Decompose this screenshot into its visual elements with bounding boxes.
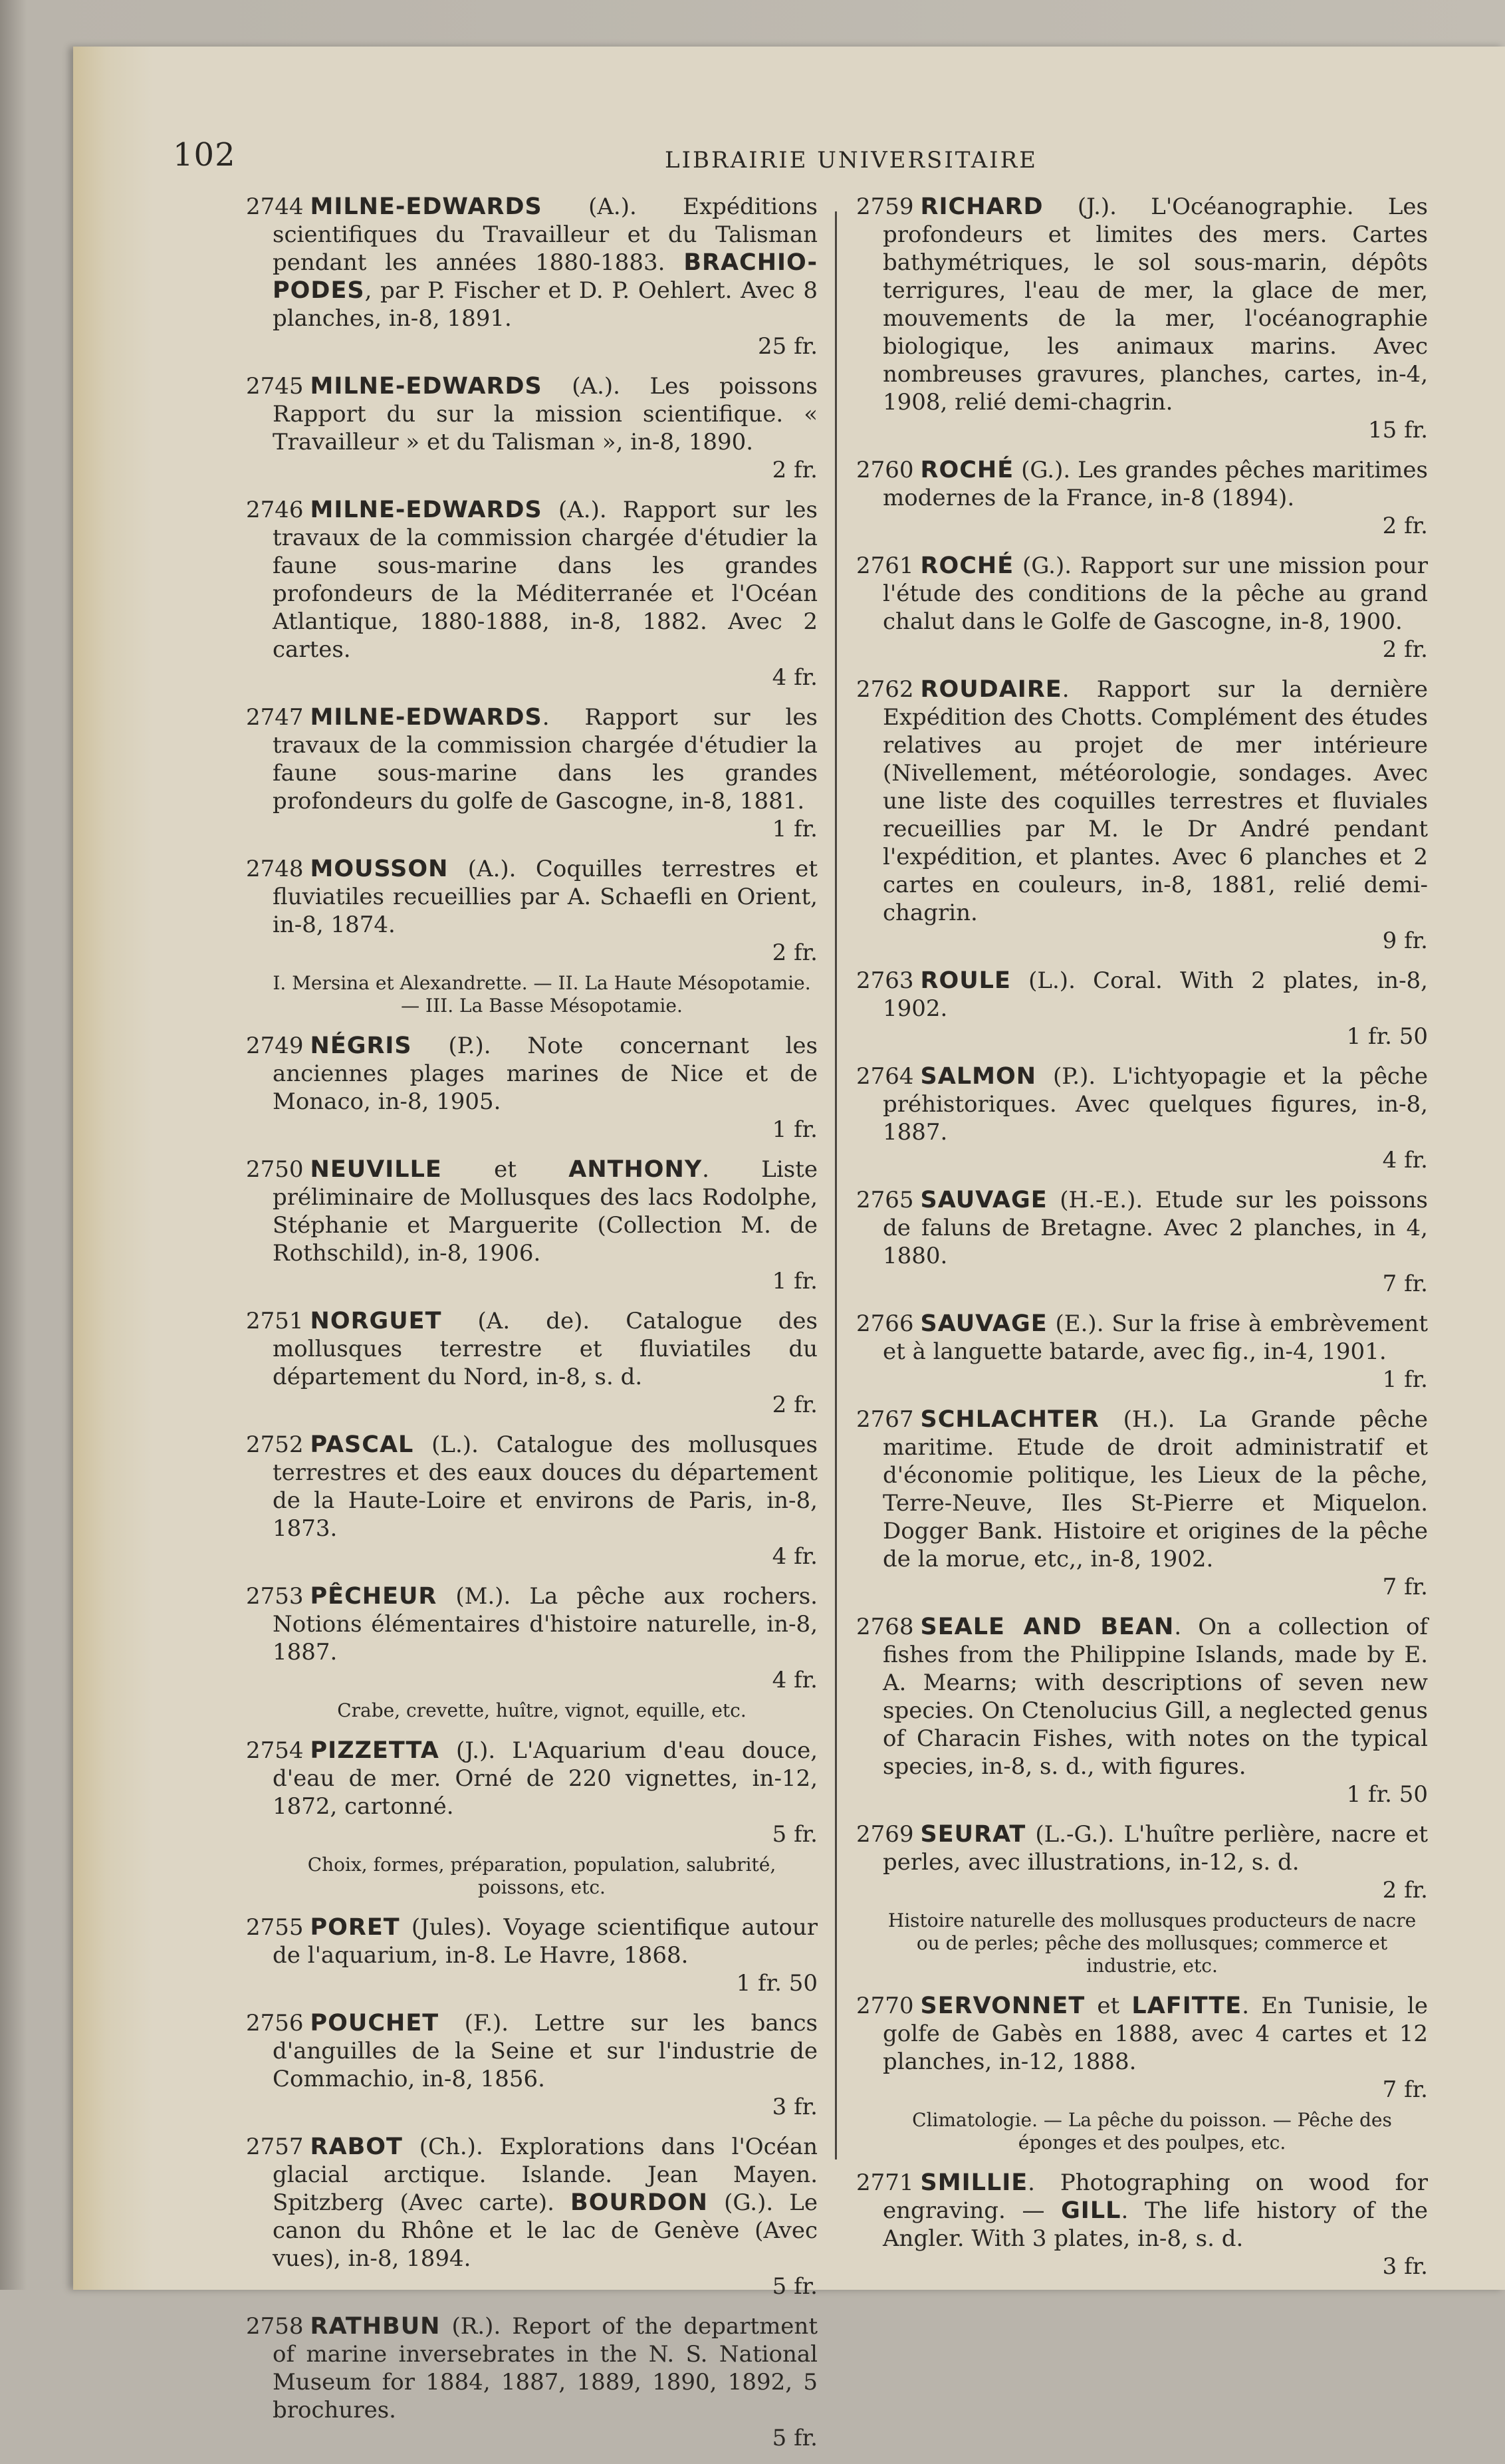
entry-note: Climatologie. — La pêche du poisson. — Pêche des éponges et des poulpes, etc. [912,2109,1392,2154]
entry-price: 4 fr. [772,1543,818,1570]
entry-description: (M.). La pêche aux rochers. Notions élémentaires d'histoire naturelle, in-8, 1887. [273,1583,818,1665]
entry-author: RATHBUN [310,2313,441,2340]
entry-second-author: BOURDON [570,2189,708,2216]
entry-number: 2763 [856,967,914,994]
entry-author: SMILLIE [920,2169,1028,2196]
entry-price: 7 fr. [1382,1574,1428,1600]
catalog-entry [856,2169,1428,2280]
entry-author: SCHLACHTER [920,1406,1100,1433]
entry-author: ROCHÉ [920,457,1014,483]
entry-author: SALMON [920,1063,1037,1090]
catalog-entry [246,1582,818,1694]
entry-second-author: LAFITTE [1131,1993,1242,2019]
entry-price: 1 fr. [772,816,818,842]
entry-description: (J.). L'Océanographie. Les profondeurs et limites des mers. Cartes bathymétriques, le sol sous-marin, dépôts terrigures, l'eau de mer, la glace de mer, mouvements de la mer, l'océanographie biologique, les animaux marins. Avec nombreuses gravures, planches, cartes, in-4, 1908, relié demi-chagrin. [883,193,1428,416]
entry-description: (G.). Les grandes pêches maritimes modernes de la France, in-8 (1894). [883,457,1428,511]
entry-description: (A.). Coquilles terrestres et fluviatiles recueillies par A. Schaefli en Orient, in-8, 1874. [273,856,818,938]
entry-price: 5 fr. [772,2273,818,2300]
catalog-entry [246,496,818,691]
entry-number: 2759 [856,193,914,220]
running-head [173,136,1423,176]
entry-number: 2752 [246,1431,304,1458]
entry-price: 5 fr. [772,2425,818,2451]
entry-author: PASCAL [310,1431,414,1458]
entry-number: 2756 [246,2010,304,2036]
left-column [246,193,818,2464]
entry-number: 2769 [856,1821,914,1848]
entry-number: 2765 [856,1187,914,1213]
catalog-entry [246,1737,818,1848]
entry-description: (J.). L'Aquarium d'eau douce, d'eau de mer. Orné de 220 vignettes, in-12, 1872, cartonné. [273,1737,818,1820]
entry-second-author: ANTHONY [568,1156,703,1183]
entry-number: 2760 [856,457,914,483]
entry-price: 1 fr. [772,1116,818,1143]
entry-price: 4 fr. [1382,1147,1428,1173]
entry-author: SAUVAGE [920,1187,1048,1213]
entry-number: 2757 [246,2134,304,2160]
catalog-entry [856,1186,1428,1298]
entry-author: RICHARD [920,193,1044,220]
entry-number: 2768 [856,1614,914,1640]
entry-number: 2761 [856,553,914,579]
entry-note: Crabe, crevette, huître, vignot, equille, etc. [337,1699,747,1721]
catalog-entry [856,193,1428,444]
entry-price: 4 fr. [772,664,818,691]
entry-number: 2745 [246,373,304,400]
entry-description: . On a collection of fishes from the Philippine Islands, made by E. A. Mearns; with descriptions of seven new species. On Ctenolucius Gill, a neglected genus of Characin Fishes, with notes on the typical species, in-8, s. d., with figures. [883,1614,1428,1780]
entry-description: (G.). Rapport sur une mission pour l'étude des conditions de la pêche au grand chalut dans le Golfe de Gascogne, in-8, 1900. [883,553,1428,635]
catalog-entry [856,456,1428,540]
entry-number: 2750 [246,1156,304,1183]
catalog-entry [856,1613,1428,1808]
entry-author: MILNE-EDWARDS [310,193,542,220]
entry-author: SERVONNET [920,1993,1086,2019]
entry-price: 2 fr. [772,939,818,966]
entry-description-cont: , par P. Fischer et D. P. Oehlert. Avec 8 planches, in-8, 1891. [273,277,818,332]
entry-price: 1 fr. 50 [1346,1023,1428,1050]
entry-price: 2 fr. [772,457,818,483]
catalog-entry [246,1307,818,1419]
entry-number: 2770 [856,1993,914,2019]
entry-price: 9 fr. [1382,927,1428,954]
entry-price: 15 fr. [1368,417,1428,443]
entry-number: 2749 [246,1033,304,1059]
entry-description-cont: (G.). Le canon du Rhône et le lac de Genève (Avec vues), in-8, 1894. [273,2189,818,2272]
entry-description: (A.). Expéditions scientifiques du Travailleur et du Talisman pendant les années 1880-1883. [273,193,818,276]
entry-price: 2 fr. [1382,1877,1428,1904]
entry-description: et [1085,1993,1132,2019]
catalog-entry [246,2009,818,2121]
entry-description: (H.). La Grande pêche maritime. Etude de droit administratif et d'économie politique, les Lieux de la pêche, Terre-Neuve, Iles St-Pierre et Miquelon. Dogger Bank. Histoire et origines de la pêche de la morue, etc,, in-8, 1902. [883,1406,1428,1572]
entry-price: 3 fr. [772,2094,818,2120]
entry-price: 5 fr. [772,1821,818,1848]
entry-author: MILNE-EDWARDS [310,704,542,731]
entry-description: (A.). Rapport sur les travaux de la commission chargée d'étudier la faune sous-marine dans les grandes profondeurs de la Méditerranée et l'Océan Atlantique, 1880-1888, in-8, 1882. Avec 2 cartes. [273,497,818,663]
catalog-entry [246,193,818,360]
catalog-entry [246,2312,818,2452]
entry-description: . Photographing on wood for engraving. — [883,2169,1428,2224]
entry-description: et [441,1156,569,1183]
catalog-entry [246,1431,818,1570]
right-column [856,193,1428,2292]
entry-price: 2 fr. [1382,636,1428,663]
entry-note: Histoire naturelle des mollusques producteurs de nacre ou de perles; pêche des mollusques; commerce et industrie, etc. [887,1910,1417,1977]
catalog-entry [246,1156,818,1295]
page-number: 102 [173,136,236,174]
entry-author: SEALE AND BEAN [920,1614,1175,1640]
entry-price: 4 fr. [772,1667,818,1693]
entry-price: 2 fr. [772,1392,818,1418]
catalog-entry [246,372,818,484]
entry-price: 2 fr. [1382,513,1428,539]
column-divider [835,211,837,2159]
catalog-entry [856,552,1428,664]
entry-description: (A. de). Catalogue des mollusques terrestre et fluviatiles du département du Nord, in-8, s. d. [273,1308,818,1390]
entry-description: (R.). Report of the department of marine inversebrates in the N. S. National Museum for 1884, 1887, 1889, 1890, 1892, 5 brochures. [273,2313,818,2423]
catalog-entry [856,1820,1428,1904]
catalog-entry [856,1062,1428,1174]
entry-description: (F.). Lettre sur les bancs d'anguilles de la Seine et sur l'industrie de Commachio, in-8, 1856. [273,2010,818,2092]
entry-author: SAUVAGE [920,1310,1048,1337]
entry-description: (P.). Note concernant les anciennes plages marines de Nice et de Monaco, in-8, 1905. [273,1033,818,1115]
entry-number: 2747 [246,704,304,731]
entry-author: PIZZETTA [310,1737,439,1764]
header-title: LIBRAIRIE UNIVERSITAIRE [665,147,1038,174]
catalog-entry [856,967,1428,1050]
entry-number: 2762 [856,676,914,703]
entry-note: Choix, formes, préparation, population, salubrité, poissons, etc. [307,1854,776,1898]
entry-description-cont: . En Tunisie, le golfe de Gabès en 1888, avec 4 cartes et 12 planches, in-12, 1888. [883,1993,1428,2075]
entry-description: (Ch.). Explorations dans l'Océan glacial arctique. Islande. Jean Mayen. Spitzberg (Avec carte). [273,2134,818,2216]
entry-author: ROUDAIRE [920,676,1062,703]
entry-number: 2771 [856,2169,914,2196]
entry-author: NÉGRIS [310,1033,412,1059]
catalog-entry [856,1406,1428,1601]
entry-author: NEUVILLE [310,1156,442,1183]
entry-description: (L.-G.). L'huître perlière, nacre et perles, avec illustrations, in-12, s. d. [883,1821,1428,1876]
catalog-entry [246,703,818,843]
entry-number: 2767 [856,1406,914,1433]
entry-price: 1 fr. 50 [1346,1781,1428,1808]
entry-number: 2748 [246,856,304,882]
entry-number: 2753 [246,1583,304,1610]
entry-number: 2758 [246,2313,304,2340]
entry-description: (P.). L'ichtyopagie et la pêche préhistoriques. Avec quelques figures, in-8, 1887. [883,1063,1428,1146]
entry-author: MILNE-EDWARDS [310,373,542,400]
entry-description-cont: . The life history of the Angler. With 3 plates, in-8, s. d. [883,2197,1428,2252]
entry-description: . Rapport sur les travaux de la commission chargée d'étudier la faune sous-marine dans les grandes profondeurs du golfe de Gascogne, in-8, 1881. [273,704,818,814]
entry-description: (H.-E.). Etude sur les poissons de faluns de Bretagne. Avec 2 planches, in 4, 1880. [883,1187,1428,1269]
catalog-entry [856,1310,1428,1394]
catalog-entry [856,1992,1428,2104]
catalog-entry [246,855,818,967]
entry-author: PORET [310,1914,400,1941]
entry-price: 7 fr. [1382,2076,1428,2103]
catalog-entry [246,1032,818,1144]
entry-number: 2764 [856,1063,914,1090]
entry-second-author: BRACHIO-PODES [273,249,818,304]
entry-author: ROULE [920,967,1011,994]
entry-author: SEURAT [920,1821,1026,1848]
entry-price: 1 fr. [1382,1366,1428,1393]
entry-price: 1 fr. 50 [736,1970,818,1997]
entry-description-cont: . Liste préliminaire de Mollusques des lacs Rodolphe, Stéphanie et Marguerite (Collection M. de Rothschild), in-8, 1906. [273,1156,818,1267]
entry-note: I. Mersina et Alexandrette. — II. La Haute Mésopotamie. — III. La Basse Mésopotamie. [273,972,811,1017]
entry-price: 1 fr. [772,1268,818,1294]
entry-number: 2744 [246,193,304,220]
entry-description: (E.). Sur la frise à embrèvement et à languette batarde, avec fig., in-4, 1901. [883,1310,1428,1365]
entry-number: 2755 [246,1914,304,1941]
entry-author: NORGUET [310,1308,442,1334]
entry-number: 2746 [246,497,304,523]
entry-description: . Rapport sur la dernière Expédition des Chotts. Complément des études relatives au projet de mer intérieure (Nivellement, météorologie, sondages. Avec une liste des coquilles terrestres et fluviales recueillies par M. le Dr André pendant l'expédition, et plantes. Avec 6 planches et 2 cartes en couleurs, in-8, 1881, relié demi-chagrin. [883,676,1428,926]
entry-author: PÊCHEUR [310,1583,437,1610]
entry-number: 2751 [246,1308,304,1334]
entry-price: 7 fr. [1382,1271,1428,1297]
entry-description: (A.). Les poissons Rapport du sur la mission scientifique. « Travailleur » et du Talisman », in-8, 1890. [273,373,818,455]
entry-price: 25 fr. [758,333,818,360]
entry-description: (Jules). Voyage scientifique autour de l'aquarium, in-8. Le Havre, 1868. [273,1914,818,1969]
entry-author: MOUSSON [310,856,449,882]
catalog-entry [246,1913,818,1997]
entry-author: MILNE-EDWARDS [310,497,542,523]
catalog-entry [246,2133,818,2300]
entry-author: ROCHÉ [920,553,1014,579]
entry-author: POUCHET [310,2010,439,2036]
entry-number: 2754 [246,1737,304,1764]
entry-number: 2766 [856,1310,914,1337]
entry-description: (L.). Catalogue des mollusques terrestres et des eaux douces du département de la Haute-Loire et environs de Paris, in-8, 1873. [273,1431,818,1542]
entry-author: RABOT [310,2134,403,2160]
catalog-entry [856,676,1428,955]
entry-description: (L.). Coral. With 2 plates, in-8, 1902. [883,967,1428,1022]
entry-price: 3 fr. [1382,2253,1428,2280]
entry-second-author: GILL [1061,2197,1121,2224]
